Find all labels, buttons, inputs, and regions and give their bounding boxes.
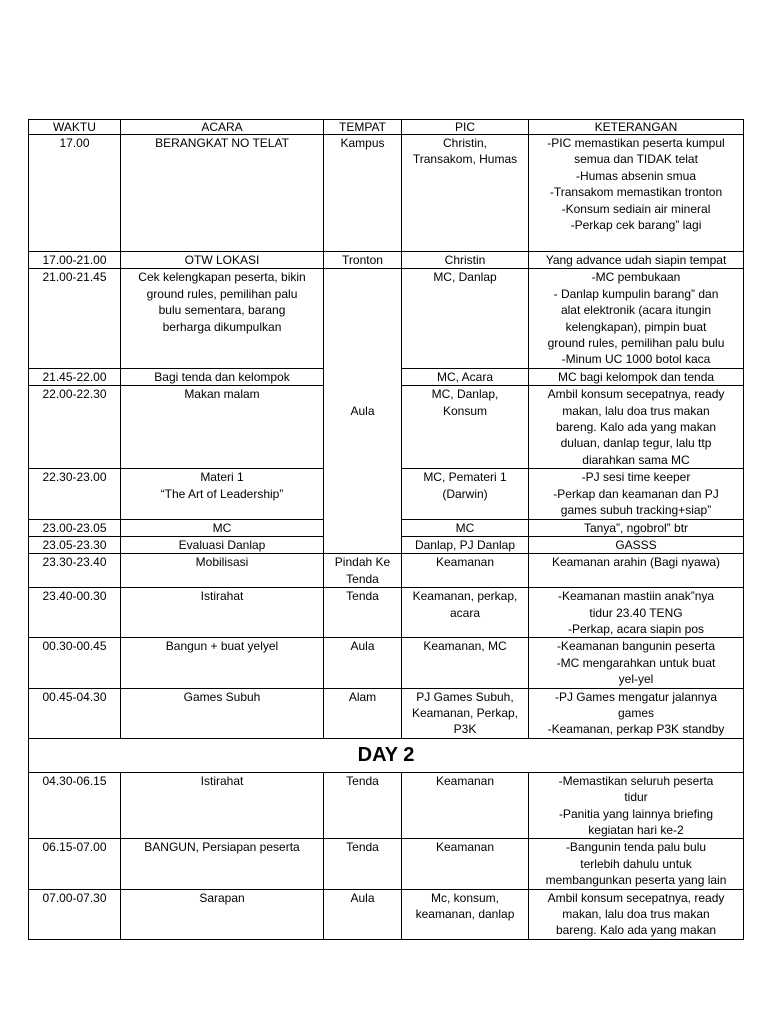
cell-line: makan, lalu doa trus makan bbox=[562, 907, 710, 922]
cell-acara bbox=[121, 252, 324, 269]
cell-line: Aula bbox=[350, 639, 375, 654]
cell-line: Istirahat bbox=[200, 773, 244, 788]
cell-line: MC bagi kelompok dan tenda bbox=[557, 369, 715, 384]
cell-ket bbox=[529, 269, 744, 368]
cell-line: 23.05-23.30 bbox=[42, 537, 107, 552]
cell-line: kegiatan hari ke-2 bbox=[588, 823, 684, 837]
cell-line: Transakom, Humas bbox=[412, 152, 518, 167]
cell-line: -Perkap dan keamanan dan PJ bbox=[553, 486, 719, 501]
cell-line: tidur 23.40 TENG bbox=[589, 605, 683, 620]
day-label: DAY 2 bbox=[29, 738, 744, 772]
cell-waktu bbox=[29, 252, 121, 269]
cell-line: -Keamanan, perkap P3K standby bbox=[547, 722, 725, 737]
table-row bbox=[29, 839, 744, 889]
cell-line: -Keamanan bangunin peserta bbox=[556, 639, 716, 654]
cell-line: -PJ sesi time keeper bbox=[581, 470, 691, 485]
cell-waktu bbox=[29, 772, 121, 839]
schedule-table bbox=[28, 119, 744, 940]
cell-tempat bbox=[324, 269, 402, 554]
cell-line: yel-yel bbox=[618, 672, 654, 687]
cell-line: 00.30-00.45 bbox=[42, 639, 107, 654]
cell-tempat bbox=[324, 638, 402, 688]
cell-line: Mobilisasi bbox=[195, 555, 249, 570]
cell-line: tidur bbox=[624, 790, 648, 805]
cell-line: 00.45-04.30 bbox=[42, 689, 107, 704]
cell-pic bbox=[402, 588, 529, 638]
cell-line: Bangun + buat yelyel bbox=[165, 639, 279, 654]
table-row bbox=[29, 135, 744, 252]
cell-line: BANGUN, Persiapan peserta bbox=[144, 840, 300, 855]
cell-pic bbox=[402, 688, 529, 738]
cell-line: 21.45-22.00 bbox=[42, 369, 107, 384]
cell-acara bbox=[121, 688, 324, 738]
cell-line: Materi 1 bbox=[200, 470, 244, 485]
cell-pic bbox=[402, 368, 529, 385]
cell-acara bbox=[121, 368, 324, 385]
table-row bbox=[29, 252, 744, 269]
cell-line: Aula bbox=[350, 404, 375, 419]
cell-line: Evaluasi Danlap bbox=[178, 537, 266, 552]
cell-ket bbox=[529, 889, 744, 939]
cell-waktu bbox=[29, 469, 121, 519]
cell-line: Sarapan bbox=[199, 890, 245, 905]
cell-ket bbox=[529, 638, 744, 688]
table-row bbox=[29, 638, 744, 688]
table-row bbox=[29, 554, 744, 588]
header-pic: PIC bbox=[402, 120, 529, 135]
cell-pic bbox=[402, 638, 529, 688]
cell-pic bbox=[402, 889, 529, 939]
cell-line: Tenda bbox=[346, 840, 379, 855]
cell-line: -Memastikan seluruh peserta bbox=[558, 773, 714, 788]
cell-waktu bbox=[29, 588, 121, 638]
cell-ket bbox=[529, 839, 744, 889]
cell-line: bulu sementara, barang bbox=[158, 303, 286, 318]
cell-line: ground rules, pemilihan palu bulu bbox=[547, 336, 725, 351]
header-row bbox=[29, 120, 744, 135]
cell-ket bbox=[529, 368, 744, 385]
cell-line: Tronton bbox=[342, 253, 383, 267]
cell-line: Keamanan bbox=[435, 773, 495, 788]
cell-acara bbox=[121, 536, 324, 553]
cell-line: diarahkan sama MC bbox=[582, 452, 690, 467]
cell-pic bbox=[402, 269, 529, 368]
cell-line: Kampus bbox=[340, 136, 385, 150]
cell-acara bbox=[121, 386, 324, 469]
cell-line: acara bbox=[449, 605, 481, 620]
header-waktu: WAKTU bbox=[29, 120, 121, 135]
cell-line: Christin, bbox=[442, 136, 487, 150]
cell-tempat bbox=[324, 688, 402, 738]
cell-line: ground rules, pemilihan palu bbox=[146, 286, 298, 301]
cell-line: Keamanan bbox=[435, 840, 495, 855]
cell-ket bbox=[529, 688, 744, 738]
cell-line: berharga dikumpulkan bbox=[162, 319, 282, 334]
cell-waktu bbox=[29, 269, 121, 368]
cell-acara bbox=[121, 519, 324, 536]
cell-line: -PIC memastikan peserta kumpul bbox=[547, 136, 725, 150]
header-tempat: TEMPAT bbox=[324, 120, 402, 135]
cell-line: bareng. Kalo ada yang makan bbox=[555, 923, 717, 938]
cell-line: Games Subuh bbox=[183, 689, 261, 704]
cell-line: Tenda bbox=[346, 571, 379, 586]
cell-ket bbox=[529, 554, 744, 588]
cell-line: Keamanan bbox=[435, 555, 495, 570]
cell-line: MC, Pemateri 1 bbox=[423, 470, 507, 485]
cell-pic bbox=[402, 554, 529, 588]
cell-line: games subuh tracking+siap” bbox=[560, 503, 712, 518]
cell-ket bbox=[529, 519, 744, 536]
cell-line: Makan malam bbox=[184, 387, 260, 402]
cell-line: PJ Games Subuh, bbox=[416, 689, 514, 704]
cell-line: -Bangunin tenda palu bulu bbox=[565, 840, 707, 855]
cell-acara bbox=[121, 554, 324, 588]
cell-line: BERANGKAT NO TELAT bbox=[155, 136, 289, 150]
table-row bbox=[29, 588, 744, 638]
cell-line: -Perkap cek barang” lagi bbox=[570, 218, 702, 233]
cell-line: (Darwin) bbox=[442, 486, 488, 501]
cell-line: MC bbox=[455, 520, 475, 535]
cell-ket bbox=[529, 588, 744, 638]
cell-pic bbox=[402, 386, 529, 469]
cell-line: -Panitia yang lainnya briefing bbox=[558, 806, 714, 821]
cell-line: membangunkan peserta yang lain bbox=[545, 873, 727, 888]
cell-acara bbox=[121, 135, 324, 252]
cell-line: P3K bbox=[453, 722, 477, 737]
cell-waktu bbox=[29, 638, 121, 688]
cell-waktu bbox=[29, 368, 121, 385]
cell-waktu bbox=[29, 536, 121, 553]
cell-tempat bbox=[324, 135, 402, 252]
cell-tempat bbox=[324, 554, 402, 588]
header-acara: ACARA bbox=[121, 120, 324, 135]
cell-line: Keamanan arahin (Bagi nyawa) bbox=[551, 555, 721, 570]
cell-ket bbox=[529, 386, 744, 469]
cell-line: -MC pembukaan bbox=[591, 270, 681, 285]
cell-acara bbox=[121, 588, 324, 638]
cell-ket bbox=[529, 469, 744, 519]
cell-pic bbox=[402, 772, 529, 839]
cell-line: Mc, konsum, bbox=[430, 890, 499, 905]
cell-line: GASSS bbox=[615, 537, 657, 552]
table-row bbox=[29, 688, 744, 738]
cell-line: Aula bbox=[350, 890, 375, 905]
cell-line: 17.00-21.00 bbox=[42, 253, 107, 267]
cell-line: Tanya”, ngobrol” btr bbox=[583, 520, 689, 535]
cell-waktu bbox=[29, 135, 121, 252]
cell-line: duluan, danlap tegur, lalu ttp bbox=[560, 436, 712, 451]
cell-line: bareng. Kalo ada yang makan bbox=[555, 420, 717, 435]
cell-line: Cek kelengkapan peserta, bikin bbox=[138, 270, 306, 285]
cell-line: 06.15-07.00 bbox=[42, 840, 107, 855]
cell-waktu bbox=[29, 554, 121, 588]
cell-line: Istirahat bbox=[200, 589, 244, 604]
cell-pic bbox=[402, 135, 529, 252]
cell-line: Yang advance udah siapin tempat bbox=[545, 253, 727, 267]
cell-line: 04.30-06.15 bbox=[42, 773, 107, 788]
cell-tempat bbox=[324, 252, 402, 269]
cell-ket bbox=[529, 772, 744, 839]
cell-line: MC, Acara bbox=[436, 369, 493, 384]
cell-line: Pindah Ke bbox=[334, 555, 391, 570]
cell-line: Danlap, PJ Danlap bbox=[414, 537, 516, 552]
cell-acara bbox=[121, 638, 324, 688]
cell-line: MC, Danlap, bbox=[431, 387, 499, 402]
cell-tempat bbox=[324, 839, 402, 889]
cell-pic bbox=[402, 252, 529, 269]
cell-line: semua dan TIDAK telat bbox=[574, 152, 698, 167]
cell-line: -Humas absenin smua bbox=[575, 168, 697, 183]
cell-line: -PJ Games mengatur jalannya bbox=[554, 689, 718, 704]
cell-ket bbox=[529, 252, 744, 269]
cell-acara bbox=[121, 889, 324, 939]
cell-line: makan, lalu doa trus makan bbox=[562, 403, 710, 418]
cell-line: - Danlap kumpulin barang” dan bbox=[553, 286, 719, 301]
cell-waktu bbox=[29, 839, 121, 889]
header-keterangan: KETERANGAN bbox=[529, 120, 744, 135]
cell-line: -Transakom memastikan tronton bbox=[549, 185, 723, 200]
day-divider-row bbox=[29, 738, 744, 772]
cell-line: Christin bbox=[444, 253, 486, 267]
cell-line: games bbox=[617, 705, 655, 720]
cell-line: 22.30-23.00 bbox=[42, 470, 107, 485]
cell-line: -MC mengarahkan untuk buat bbox=[556, 655, 716, 670]
cell-tempat bbox=[324, 772, 402, 839]
table-row bbox=[29, 269, 744, 368]
cell-waktu bbox=[29, 688, 121, 738]
cell-line: Konsum bbox=[442, 403, 488, 418]
cell-pic bbox=[402, 519, 529, 536]
cell-acara bbox=[121, 469, 324, 519]
cell-line: Alam bbox=[348, 689, 377, 704]
cell-line: MC, Danlap bbox=[433, 270, 497, 285]
cell-line: 21.00-21.45 bbox=[42, 270, 107, 285]
cell-line: Keamanan, Perkap, bbox=[411, 705, 519, 720]
cell-line: -Perkap, acara siapin pos bbox=[567, 621, 705, 636]
cell-ket bbox=[529, 536, 744, 553]
cell-line: 23.30-23.40 bbox=[42, 555, 107, 570]
cell-line: Keamanan, perkap, bbox=[412, 589, 518, 604]
cell-pic bbox=[402, 839, 529, 889]
cell-line: Tenda bbox=[346, 589, 379, 604]
cell-line: OTW LOKASI bbox=[184, 253, 260, 267]
cell-line: Ambil konsum secepatnya, ready bbox=[547, 387, 725, 402]
cell-line: Keamanan, MC bbox=[423, 639, 507, 654]
cell-waktu bbox=[29, 386, 121, 469]
cell-acara bbox=[121, 269, 324, 368]
cell-line: alat elektronik (acara itungin bbox=[560, 303, 712, 318]
cell-line: -Minum UC 1000 botol kaca bbox=[561, 352, 711, 367]
cell-acara bbox=[121, 839, 324, 889]
cell-line: -Konsum sediain air mineral bbox=[561, 201, 711, 216]
table-row bbox=[29, 889, 744, 939]
cell-waktu bbox=[29, 519, 121, 536]
cell-waktu bbox=[29, 889, 121, 939]
cell-line: MC bbox=[212, 520, 232, 535]
cell-line: “The Art of Leadership” bbox=[160, 486, 284, 501]
cell-line: 07.00-07.30 bbox=[42, 890, 107, 905]
cell-line: terlebih dahulu untuk bbox=[580, 856, 692, 871]
cell-line: 22.00-22.30 bbox=[42, 387, 107, 402]
cell-pic bbox=[402, 469, 529, 519]
cell-ket bbox=[529, 135, 744, 252]
cell-pic bbox=[402, 536, 529, 553]
cell-line: Bagi tenda dan kelompok bbox=[154, 369, 290, 384]
cell-acara bbox=[121, 772, 324, 839]
cell-line: -Keamanan mastiin anak”nya bbox=[557, 589, 715, 604]
table-row bbox=[29, 772, 744, 839]
cell-line: 23.00-23.05 bbox=[42, 520, 107, 535]
cell-tempat bbox=[324, 588, 402, 638]
cell-line: Ambil konsum secepatnya, ready bbox=[547, 890, 725, 905]
cell-line: 23.40-00.30 bbox=[42, 589, 107, 604]
cell-tempat bbox=[324, 889, 402, 939]
cell-line: 17.00 bbox=[59, 136, 90, 150]
cell-line: kelengkapan), pimpin buat bbox=[565, 319, 707, 334]
cell-line: Tenda bbox=[346, 773, 379, 788]
cell-line: keamanan, danlap bbox=[415, 907, 515, 922]
